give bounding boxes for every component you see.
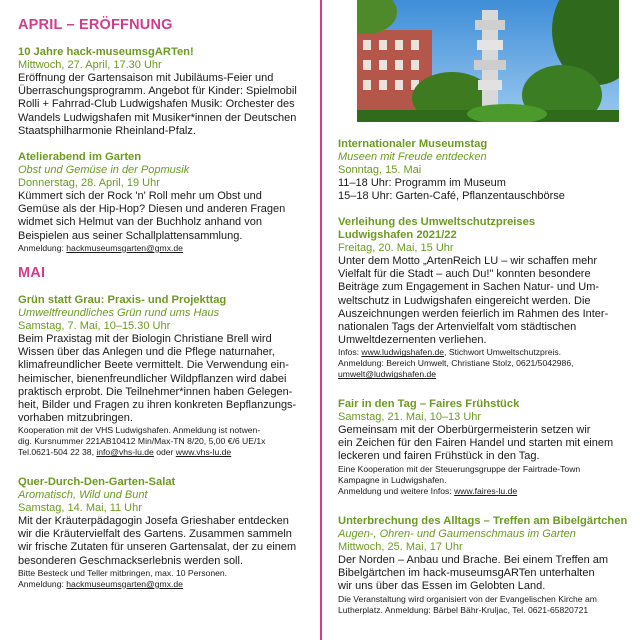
- event-title: Fair in den Tag – Faires Frühstück: [338, 398, 520, 410]
- event-faires-fruehstueck: [338, 398, 628, 497]
- cooperation-note: [338, 464, 628, 497]
- body-line: Eröffnung der Gartensaison mit Jubiläums-Feier und: [18, 72, 274, 84]
- small-line: dig. Kursnummer 221AB10412 Min/Max-TN 8/20, 5,00 €/6 UE/1x: [18, 436, 266, 447]
- event-date: Samstag, 7. Mai, 10–15.30 Uhr: [18, 320, 171, 332]
- event-body: [18, 190, 306, 243]
- event-date: Mittwoch, 27. April, 17.30 Uhr: [18, 59, 162, 71]
- note-label: Anmeldung:: [18, 242, 67, 253]
- small-line: Anmeldung: Bereich Umwelt, Christiane Stolz, 0621/5042986,: [338, 358, 574, 369]
- small-line: Kooperation mit der VHS Ludwigshafen. Anmeldung ist notwen-: [18, 425, 261, 436]
- right-column: [338, 0, 628, 640]
- body-line: wir die Kräutervielfalt des Gartens. Zusammen sammeln: [18, 528, 292, 541]
- event-jubilaeum: [18, 46, 306, 138]
- mai-heading: MAI: [18, 265, 46, 281]
- info-suffix: , Stichwort Umweltschutzpreis.: [444, 347, 562, 358]
- small-line: Kampagne in Ludwigshafen.: [338, 474, 447, 485]
- small-line: Lutherplatz. Anmeldung: Bärbel Bähr-Kruljac, Tel. 0621-65820721: [338, 604, 589, 615]
- body-line: Vielfalt für die Stadt – auch Du!" konnten besondere: [338, 268, 591, 281]
- note-label: Anmeldung:: [18, 578, 67, 589]
- body-line: weltschutz in Ludwigshafen eingereicht werden. Die: [338, 294, 591, 307]
- event-title: 10 Jahre hack-museumsgARTen!: [18, 46, 194, 58]
- event-body: [338, 424, 628, 464]
- event-date: Samstag, 14. Mai, 11 Uhr: [18, 502, 142, 514]
- event-title: Unterbrechung des Alltags – Treffen am Bibelgärtchen: [338, 515, 628, 527]
- body-line: wir frische Zutaten für unseren Gartensalat, der zu einem: [18, 541, 297, 554]
- small-line: Die Veranstaltung wird organisiert von der Evangelischen Kirche am: [338, 593, 597, 604]
- event-body: [338, 255, 628, 347]
- cooperation-note: [18, 425, 306, 458]
- event-subtitle: Aromatisch, Wild und Bunt: [18, 489, 148, 501]
- title-line: Verleihung des Umweltschutzpreises: [338, 216, 536, 228]
- event-title: Internationaler Museumstag: [338, 138, 488, 150]
- event-date: Samstag, 21. Mai, 10–13 Uhr: [338, 411, 482, 423]
- event-date: Freitag, 20. Mai, 15 Uhr: [338, 242, 454, 254]
- body-line: Wandels Ludwigshafen mit Musiker*innen der Deutschen: [18, 111, 297, 124]
- body-line: klimafreundlicher Beete vermittelt. Die Verwendung ein-: [18, 359, 289, 372]
- body-line: Mit der Kräuterpädagogin Josefa Grieshaber entdecken: [18, 515, 289, 527]
- body-line: leckeren und fairen Frühstück in den Tag.: [338, 450, 540, 463]
- body-line: praktisch erprobt. Die Teilnehmer*innen haben Gelegen-: [18, 385, 293, 398]
- event-subtitle: Museen mit Freude entdecken: [338, 151, 487, 163]
- event-body: [18, 515, 306, 568]
- body-line: Überraschungsprogramm. Angebot für Kinder: Spielmobil: [18, 85, 297, 98]
- april-heading: APRIL – ERÖFFNUNG: [18, 17, 173, 33]
- event-umweltschutzpreis: [338, 216, 628, 380]
- event-subtitle: Obst und Gemüse in der Popmusik: [18, 164, 190, 176]
- event-date: Mittwoch, 25. Mai, 17 Uhr: [338, 541, 463, 553]
- body-line: Der Norden – Anbau und Brache. Bei einem Treffen am: [338, 554, 609, 566]
- event-subtitle: Augen-, Ohren- und Gaumenschmaus im Garten: [338, 528, 576, 540]
- web-link[interactable]: www.ludwigshafen.de: [361, 347, 445, 358]
- event-body: [338, 554, 628, 594]
- event-title: Grün statt Grau: Praxis- und Projekttag: [18, 294, 227, 306]
- event-garten-salat: [18, 476, 306, 590]
- body-line: heimischer, bienenfreundlicher Wildpflanzen wird dabei: [18, 372, 287, 385]
- body-line: heit, Bilder und Fragen zu ihren konkreten Bepflanzungs-: [18, 399, 297, 412]
- event-bibelgaertchen: [338, 515, 628, 616]
- body-line: Kümmert sich der Rock 'n' Roll mehr um Obst und: [18, 190, 262, 202]
- event-title: Atelierabend im Garten: [18, 151, 142, 163]
- body-line: Umweltdezernenten verliehen.: [338, 334, 487, 347]
- email-link[interactable]: hackmuseumsgarten@gmx.de: [66, 242, 183, 253]
- event-atelierabend: [18, 151, 306, 254]
- event-date: Sonntag, 15. Mai: [338, 164, 422, 176]
- body-line: wir uns über das Essen im Gelobten Land.: [338, 580, 546, 593]
- title-line: Ludwigshafen 2021/22: [338, 229, 457, 241]
- event-subtitle: Umweltfreundliches Grün rund ums Haus: [18, 307, 220, 319]
- body-line: besonderen Geschmackserlebnis werden soll.: [18, 554, 244, 567]
- registration-note: [18, 243, 306, 254]
- info-note: [338, 347, 628, 380]
- email-link[interactable]: hackmuseumsgarten@gmx.de: [66, 578, 183, 589]
- body-line: Wissen über das Anlegen und die Pflege naturnaher,: [18, 346, 275, 359]
- left-column: [18, 0, 306, 640]
- body-line: Unter dem Motto „ArtenReich LU – wir schaffen mehr: [338, 255, 598, 267]
- event-body: [18, 72, 306, 138]
- small-line: Eine Kooperation mit der Steuerungsgruppe der Fairtrade-Town: [338, 463, 581, 474]
- organizer-note: [338, 594, 628, 616]
- registration-note: [18, 568, 306, 590]
- body-line: Rolli + Fahrrad-Club Ludwigshafen Musik: Orchester des: [18, 98, 295, 111]
- body-line: Beiträge zum Engagement in Sachen Natur- und Um-: [338, 281, 600, 294]
- body-line: widmet sich Helmut van der Buchholz anhand von: [18, 216, 262, 229]
- event-title: Quer-Durch-Den-Garten-Salat: [18, 476, 176, 488]
- email-link[interactable]: umwelt@ludwigshafen.de: [338, 369, 437, 380]
- email-link[interactable]: info@vhs-lu.de: [96, 447, 154, 458]
- body-line: vorhaben mitzubringen.: [18, 412, 133, 425]
- event-gruen-statt-grau: [18, 294, 306, 458]
- note-label: Anmeldung und weitere Infos:: [338, 485, 455, 496]
- contact-line: [18, 447, 306, 458]
- body-line: Gemeinsam mit der Oberbürgermeisterin setzen wir: [338, 424, 591, 436]
- body-line: Bibelgärtchen im hack-museumsgARTen unterhalten: [338, 567, 595, 580]
- column-divider: [320, 0, 322, 640]
- event-title: [338, 216, 628, 242]
- small-line: Bitte Besteck und Teller mitbringen, max. 10 Personen.: [18, 567, 228, 578]
- info-prefix: Infos:: [338, 347, 362, 358]
- body-line: Staatsphilharmonie Rheinland-Pfalz.: [18, 124, 196, 137]
- body-line: nationalen Tags der Artenvielfalt vom städtischen: [338, 321, 577, 334]
- body-line: Beim Praxistag mit der Biologin Christiane Brell wird: [18, 333, 272, 345]
- tel-prefix: Tel.0621-504 22 38,: [18, 447, 97, 458]
- body-line: ein Zeichen für den Fairen Handel und starten mit einem: [338, 437, 614, 450]
- event-date: Donnerstag, 28. April, 19 Uhr: [18, 177, 160, 189]
- web-link[interactable]: www.faires-lu.de: [454, 485, 518, 496]
- body-line: Beispielen aus seiner Schallplattensammlung.: [18, 229, 243, 242]
- body-line: Auszeichnungen werden feierlich im Rahmen des Inter-: [338, 307, 609, 320]
- body-line: 15–18 Uhr: Garten-Café, Pflanzentauschbörse: [338, 190, 565, 203]
- event-body: [18, 333, 306, 425]
- body-line: Gemüse als der Hip-Hop? Diesen und anderen Fragen: [18, 203, 286, 216]
- event-museumstag: [338, 138, 628, 203]
- body-line: 11–18 Uhr: Programm im Museum: [338, 177, 506, 189]
- web-link[interactable]: www.vhs-lu.de: [175, 447, 232, 458]
- connector-text: oder: [153, 447, 176, 458]
- event-body: [338, 177, 628, 203]
